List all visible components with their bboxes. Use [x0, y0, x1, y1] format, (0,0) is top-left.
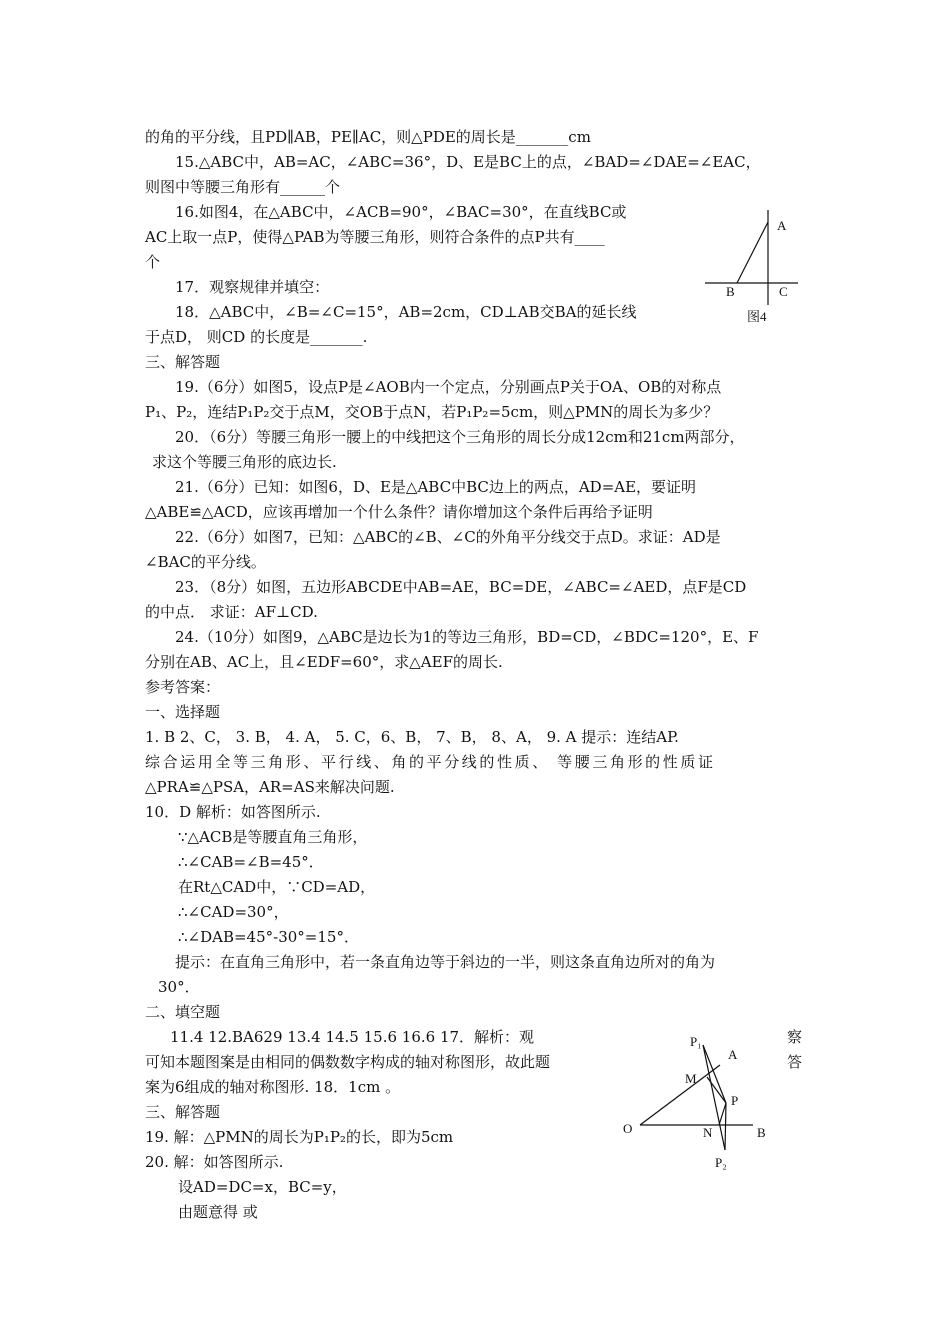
line-42: 20. 解：如答图所示.: [145, 1153, 284, 1171]
line-32: ∴∠CAD=30°，: [178, 903, 289, 921]
answer-figure-19: [615, 1030, 775, 1175]
line-34: 提示：在直角三角形中，若一条直角边等于斜边的一半，则这条直角边所对的角为: [175, 953, 716, 971]
ans-line-pn: [719, 1103, 726, 1125]
line-16: △ABE≌△ACD，应该再增加一个什么条件？请你增加这个条件后再给予证明: [145, 503, 653, 521]
line-12: P₁、P₂，连结P₁P₂交于点M，交OB于点N，若P₁P₂=5cm，则△PMN的周长为多少？: [145, 403, 719, 421]
fig4-line-ab: [737, 222, 768, 283]
line-31: 在Rt△CAD中，∵CD=AD，: [178, 878, 376, 896]
ans-line-p1p: [703, 1045, 726, 1103]
line-33: ∴∠DAB=45°-30°=15°．: [178, 928, 359, 946]
fig4-label-a: A: [777, 218, 787, 233]
ans-line-oa: [640, 1065, 720, 1125]
section-solve: 三、解答题: [145, 1103, 221, 1121]
reference-answers-heading: 参考答案：: [145, 678, 221, 696]
line-17: 22.（6分）如图7，已知：△ABC的∠B、∠C的外角平分线交于点D。求证：AD是: [175, 528, 721, 546]
line-19: 23．（8分）如图，五边形ABCDE中AB=AE，BC=DE，∠ABC=∠AED，点F是CD: [175, 578, 747, 596]
line-44: 由题意得 或: [178, 1203, 258, 1221]
line-22: 分别在AB、AC上，且∠EDF=60°，求△AEF的周长.: [145, 653, 503, 671]
fig4-label-b: B: [726, 284, 735, 299]
line-25: 1. B 2、C， 3. B， 4. A， 5. C，6、B， 7、B， 8、A， 9. A 提示：连结AP.: [145, 728, 679, 746]
line-14: 求这个等腰三角形的底边长.: [152, 453, 337, 471]
line-30: ∴∠CAB=∠B=45°．: [178, 853, 324, 871]
line-39: 案为6组成的轴对称图形. 18．1cm 。: [145, 1078, 401, 1096]
section-choice: 一、选择题: [145, 703, 221, 721]
line-21: 24.（10分）如图9，△ABC是边长为1的等边三角形，BD=CD，∠BDC=120°，E、F: [175, 628, 759, 646]
section-fill: 二、填空题: [145, 1003, 221, 1021]
line-8: 18．△ABC中，∠B=∠C=15°，AB=2cm，CD⊥AB交BA的延长线: [175, 303, 637, 321]
line-5: AC上取一点P，使得△PAB为等腰三角形，则符合条件的点P共有____: [145, 228, 605, 246]
fig4-caption: 图4: [747, 309, 767, 324]
line-38: 可知本题图案是由相同的偶数数字构成的轴对称图形，故此题: [145, 1053, 551, 1071]
ans-label-o: O: [623, 1121, 633, 1136]
line-43: 设AD=DC=x，BC=y，: [178, 1178, 347, 1196]
section-heading-answers: 三、解答题: [145, 353, 221, 371]
ans-label-b: B: [757, 1125, 766, 1140]
figure-4: [700, 205, 810, 330]
ans-label-m: M: [685, 1071, 697, 1086]
ans-label-p1: P₁: [690, 1034, 702, 1049]
line-20: 的中点． 求证：AF⊥CD.: [145, 603, 318, 621]
line-2: 15.△ABC中，AB=AC，∠ABC=36°，D、E是BC上的点，∠BAD=∠DAE=∠EAC，: [175, 153, 761, 171]
ans-line-mp: [707, 1077, 726, 1103]
side-char-2: 答: [787, 1053, 803, 1071]
line-4: 16.如图4，在△ABC中，∠ACB=90°，∠BAC=30°，在直线BC或: [175, 203, 627, 221]
line-41: 19. 解：△PMN的周长为P₁P₂的长，即为5cm: [145, 1128, 454, 1146]
side-char-1: 察: [787, 1028, 803, 1046]
ans-label-n: N: [703, 1125, 713, 1140]
line-18: ∠BAC的平分线。: [145, 553, 266, 571]
line-26: 综合运用全等三角形、平行线、角的平分线的性质、 等腰三角形的性质证: [145, 753, 716, 771]
line-11: 19.（6分）如图5，设点P是∠AOB内一个定点，分别画点P关于OA、OB的对称点: [175, 378, 722, 396]
fig4-label-c: C: [779, 284, 788, 299]
line-1: 的角的平分线，且PD∥AB，PE∥AC，则△PDE的周长是_______cm: [145, 128, 591, 146]
ans-line-pp2: [725, 1103, 726, 1150]
line-13: 20．（6分）等腰三角形一腰上的中线把这个三角形的周长分成12cm和21cm两部分，: [175, 428, 745, 446]
ans-label-p: P: [731, 1093, 739, 1108]
line-9: 于点D， 则CD 的长度是_______.: [145, 328, 368, 346]
line-6: 个: [145, 253, 161, 271]
line-37: 11.4 12.BA629 13.4 14.5 15.6 16.6 17．解析：观: [170, 1028, 535, 1046]
line-7: 17．观察规律并填空：: [175, 278, 330, 296]
ans-label-a: A: [728, 1047, 738, 1062]
line-15: 21.（6分）已知：如图6，D、E是△ABC中BC边上的两点，AD=AE，要证明: [175, 478, 697, 496]
ans-label-p2: P₂: [715, 1155, 727, 1170]
line-28: 10．D 解析：如答图所示.: [145, 803, 321, 821]
line-27: △PRA≌△PSA，AR=AS来解决问题.: [145, 778, 395, 796]
line-3: 则图中等腰三角形有______个: [145, 178, 341, 196]
line-29: ∵△ACB是等腰直角三角形，: [178, 828, 368, 846]
line-35: 30°．: [158, 978, 200, 996]
